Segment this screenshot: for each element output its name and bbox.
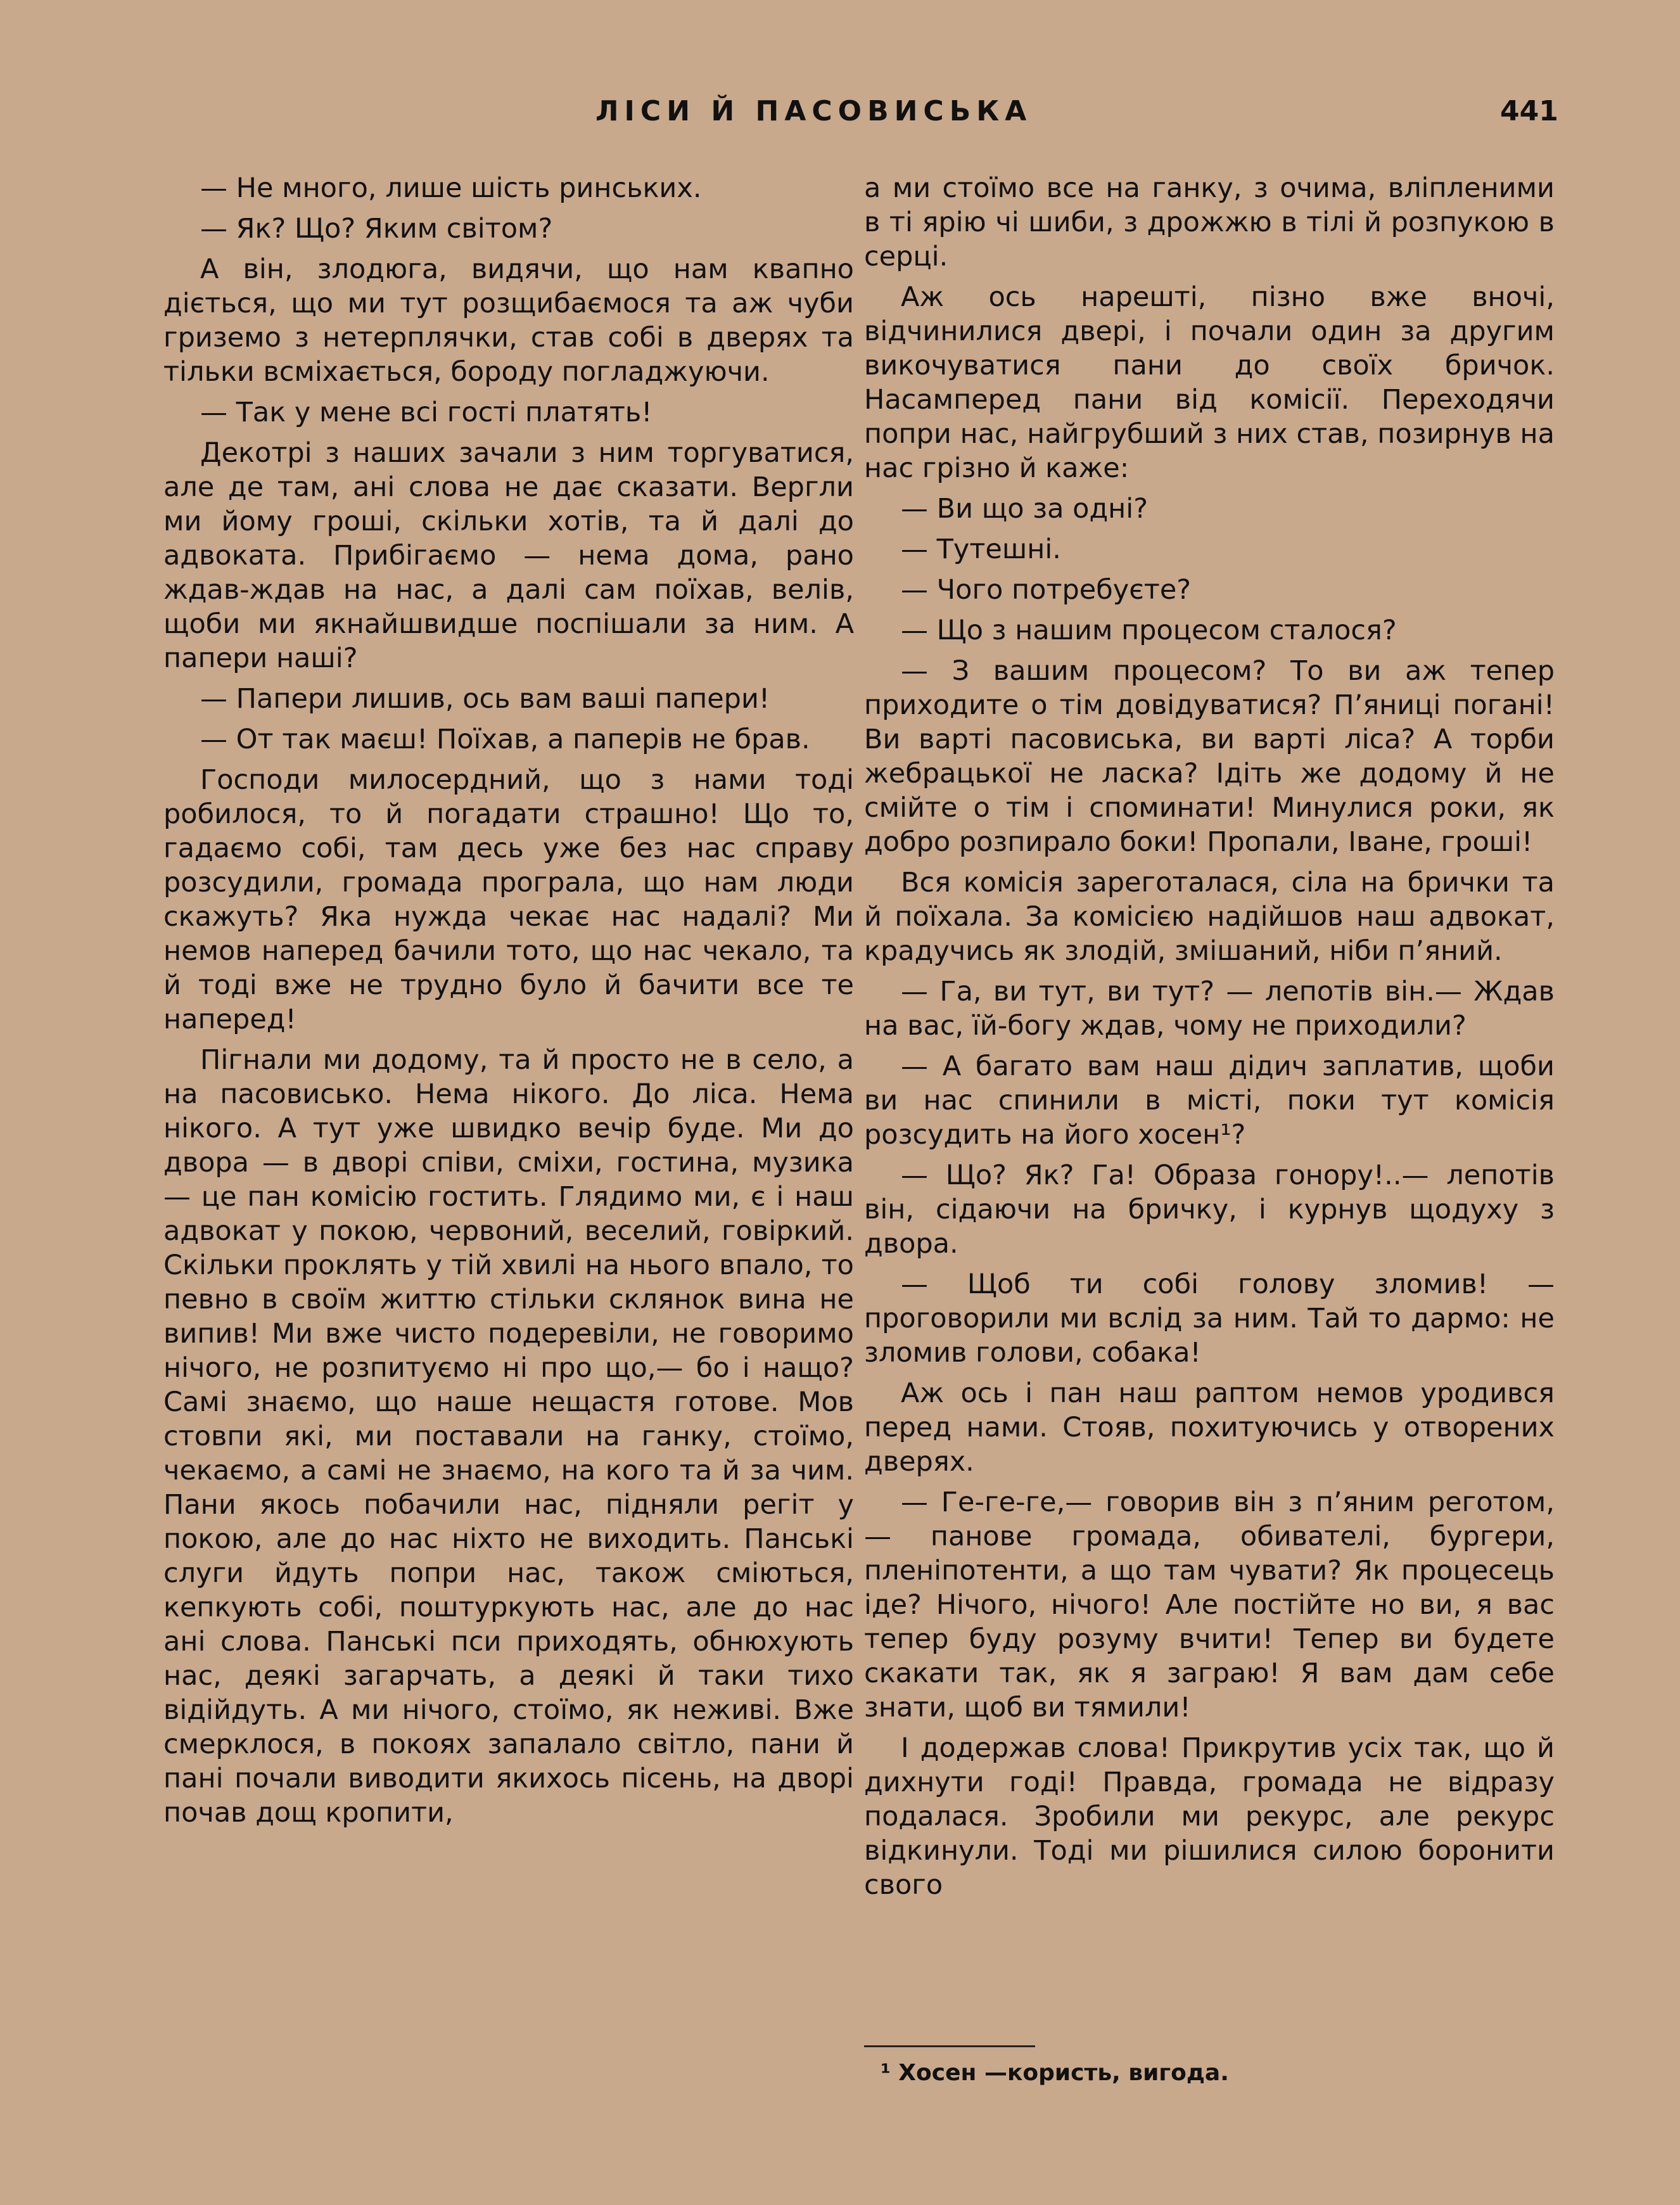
paragraph: — Що? Як? Га! Образа гонору!..— лепотів він, сідаючи на бричку, і курнув щодуху з двора. <box>864 1160 1555 1260</box>
paragraph: — Га, ви тут, ви тут? — лепотів він.— Ждав на вас, їй-богу ждав, чому не приходили? <box>864 976 1555 1042</box>
running-title: ЛІСИ Й ПАСОВИСЬКА <box>595 95 1033 127</box>
paragraph: А він, злодюга, видячи, що нам квапно діється, що ми тут розщибаємося та аж чуби гриземо з нетерплячки, став собі в дверях та тільки всміхається, бороду погладжуючи. <box>163 253 854 388</box>
page-number: 441 <box>1500 95 1558 127</box>
paragraph: — Щоб ти собі голову зломив! — проговорили ми вслід за ним. Тай то дармо: не зломив голови, собака! <box>864 1269 1555 1369</box>
paragraph: — Так у мене всі гості платять! <box>200 397 652 428</box>
paragraph: — Ви що за одні? <box>901 493 1149 525</box>
paragraph: І додержав слова! Прикрутив усіх так, що й дихнути годі! Правда, громада не відразу подалася. Зробили ми рекурс, але рекурс відкинули. Тоді ми рішилися силою боронити свого <box>864 1732 1555 1901</box>
paragraph: — З вашим процесом? То ви аж тепер приходите о тім довідуватися? П’яниці погані! Ви варті пасовиська, ви варті ліса? А торби жебрацької не ласка? Ідіть же додому й не смійте о тім і споминати! Минулися роки, як добро розпирало боки! Пропали, Іване, гроші! <box>864 655 1555 858</box>
paragraph: — А багато вам наш дідич заплатив, щоби ви нас спинили в місті, поки тут комісія розсудить на його хосен¹? <box>864 1051 1555 1151</box>
paragraph: — Тутешні. <box>901 534 1061 565</box>
right-column <box>864 171 1555 1908</box>
paragraph: Пігнали ми додому, та й просто не в село, а на пасовисько. Нема нікого. До ліса. Нема нікого. А тут уже швидко вечір буде. Ми до двора — в дворі співи, сміхи, гостина, музика — це пан комісію гостить. Глядимо ми, є і наш адвокат у покою, червоний, веселий, говіркий. Скільки проклять у тій хвилі на нього впало, то певно в своїм життю стільки склянок вина не випив! Ми вже чисто подеревіли, не говоримо нічого, не розпитуємо ні про що,— бо і нащо? Самі знаємо, що наше нещастя готове. Мов стовпи які, ми поставали на ганку, стоїмо, чекаємо, а самі не знаємо, на кого та й за чим. Пани якось побачили нас, підняли регіт у покою, але до нас ніхто не виходить. Панські слуги йдуть попри нас, також сміються, кепкують собі, поштуркують нас, але до нас ані слова. Панські пси приходять, обнюхують нас, деякі загарчать, а деякі й таки тихо відійдуть. А ми нічого, стоїмо, як неживі. Вже смерклося, в покоях запалало світло, пани й пані почали виводити якихось пісень, на дворі почав дощ кропити, <box>163 1044 854 1829</box>
paragraph: Аж ось і пан наш раптом немов уродився перед нами. Стояв, похитуючись у отворених дверях. <box>864 1377 1555 1478</box>
paragraph: — Ге-ге-ге,— говорив він з п’яним реготом,— панове громада, обивателі, бургери, пленіпотенти, а що там чувати? Як процесець іде? Нічого, нічого! Але постійте но ви, я вас тепер буду розуму вчити! Тепер ви будете скакати так, як я заграю! Я вам дам себе знати, щоб ви тямили! <box>864 1486 1555 1723</box>
paragraph: Аж ось нарешті, пізно вже вночі, відчинилися двері, і почали один за другим викочуватися пани до своїх бричок. Насамперед пани від комісії. Переходячи попри нас, найгрубший з них став, позирнув на нас грізно й каже: <box>864 281 1555 484</box>
paragraph: Господи милосердний, що з нами тоді робилося, то й погадати страшно! Що то, гадаємо собі, там десь уже без нас справу розсудили, громада програла, що нам люди скажуть? Яка нужда чекає нас надалі? Ми немов наперед бачили тото, що нас чекало, та й тоді вже не трудно було й бачити все те наперед! <box>163 764 854 1035</box>
paragraph: — Як? Що? Яким світом? <box>200 213 553 245</box>
paragraph: — От так маєш! Поїхав, а паперів не брав. <box>200 724 810 755</box>
paragraph: Декотрі з наших зачали з ним торгуватися, але де там, ані слова не дає сказати. Вергли ми йому гроші, скільки хотів, та й далі до адвоката. Прибігаємо — нема дома, рано ждав-ждав на нас, а далі сам поїхав, велів, щоби ми якнайшвидше поспішали за ним. А папери наші? <box>163 437 854 674</box>
paragraph: — Папери лишив, ось вам ваші папери! <box>200 683 770 715</box>
paragraph-continuation: а ми стоїмо все на ганку, з очима, вліпленими в ті ярію чі шиби, з дрожжю в тілі й розпукою в серці. <box>864 172 1555 272</box>
footnote-divider <box>864 2045 1035 2047</box>
footnote: ¹ Хосен —користь, вигода. <box>881 2060 1229 2086</box>
paragraph: — Що з нашим процесом сталося? <box>901 615 1397 646</box>
paragraph: — Не много, лише шість ринських. <box>200 172 702 204</box>
paragraph: — Чого потребуєте? <box>901 574 1192 606</box>
left-column <box>163 171 854 1836</box>
paragraph: Вся комісія зареготалася, сіла на брички та й поїхала. За комісією надійшов наш адвокат, крадучись як злодій, змішаний, ніби п’яний. <box>864 867 1555 967</box>
page-header <box>0 95 1680 146</box>
